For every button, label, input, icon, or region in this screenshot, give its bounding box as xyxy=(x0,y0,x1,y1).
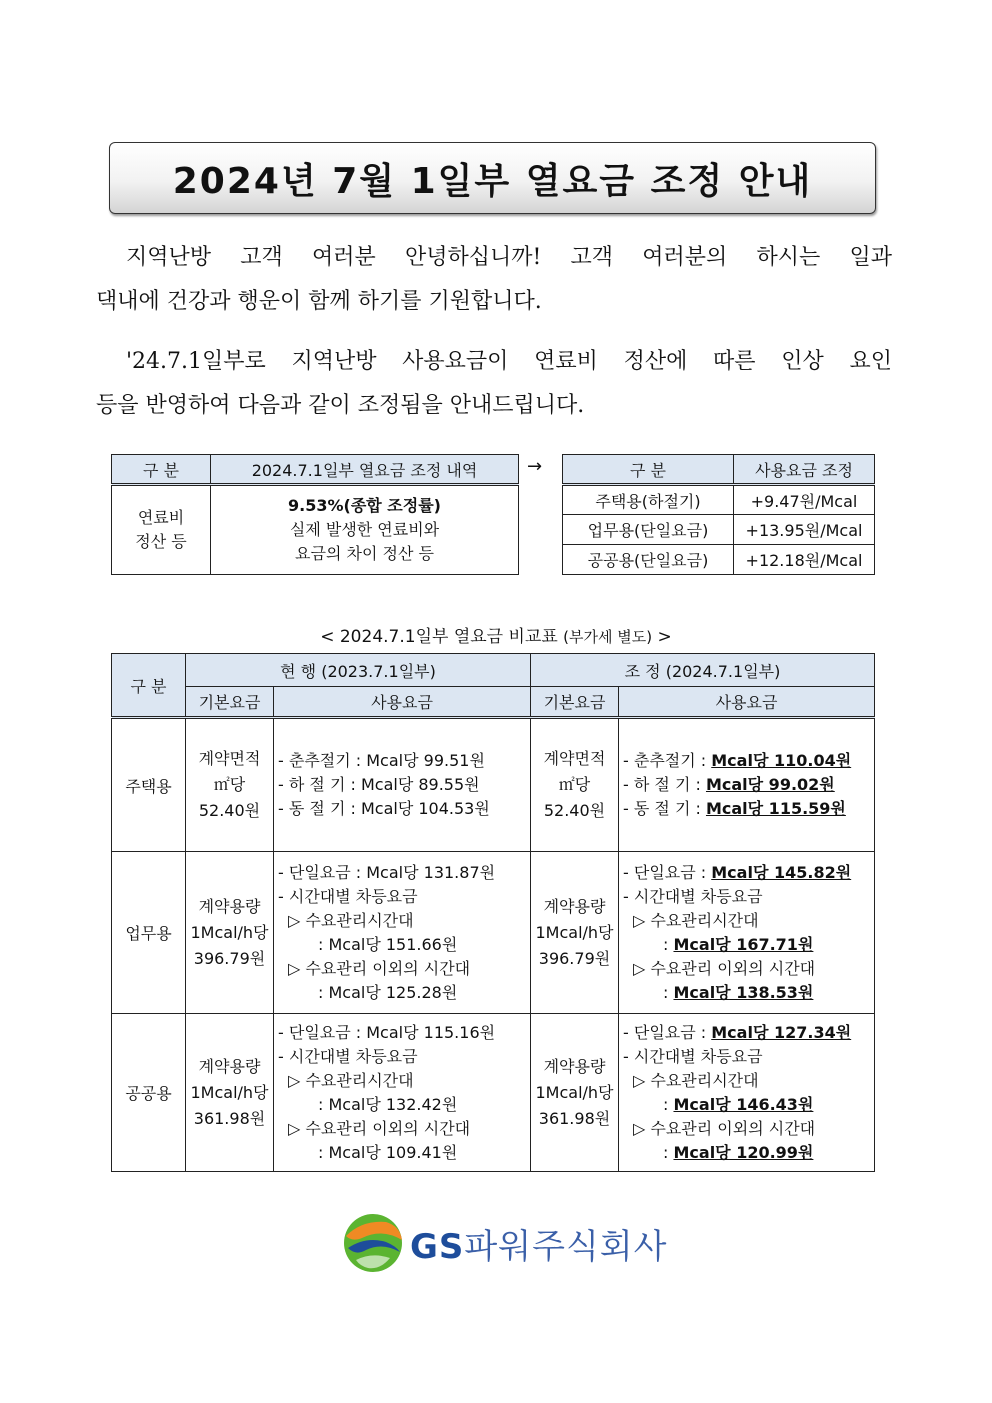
summary-right-row: 주택용(하절기) +9.47원/Mcal xyxy=(563,485,875,515)
company-name: GS파워주식회사 xyxy=(410,1226,668,1267)
intro-line-4: 등을 반영하여 다음과 같이 조정됨을 안내드립니다. xyxy=(96,393,585,418)
intro-paragraph-2 xyxy=(96,340,892,428)
gs-logo-icon xyxy=(342,1212,404,1274)
summary-right-header-category: 구 분 xyxy=(563,455,734,485)
summary-right-row: 업무용(단일요금) +13.95원/Mcal xyxy=(563,515,875,545)
comparison-caption: < 2024.7.1일부 열요금 비교표 (부가세 별도) > xyxy=(320,627,672,647)
summary-left-row-label: 연료비 정산 등 xyxy=(112,485,211,575)
intro-paragraph-1 xyxy=(96,236,892,324)
summary-right-row: 공공용(단일요금) +12.18원/Mcal xyxy=(563,545,875,575)
table-row-residential: 주택용 계약면적 ㎡당 52.40원 - 춘추절기 : Mcal당 99.51원 - 하 절 기 : Mcal당 89.55원 - 동 절 기 : Mcal당 104.53원 계약면적 ㎡당 52.40원 - 춘추절기 : Mcal당 110.04원 - 하 절 기 : Mcal당 99.02원 - 동 절 기 : Mcal당 115.59원 xyxy=(112,718,875,852)
summary-left-header-category: 구 분 xyxy=(112,455,211,485)
compare-header-category: 구 분 xyxy=(112,654,186,718)
page-title: 2024년 7월 1일부 열요금 조정 안내 xyxy=(172,160,813,202)
compare-header-base-new: 기본요금 xyxy=(531,687,619,718)
compare-header-base: 기본요금 xyxy=(186,687,274,718)
summary-right-header-adjust: 사용요금 조정 xyxy=(734,455,875,485)
summary-left-table xyxy=(111,454,519,575)
title-box xyxy=(109,142,876,214)
compare-header-usage: 사용요금 xyxy=(274,687,531,718)
summary-right-table xyxy=(562,454,875,575)
compare-header-adjusted: 조 정 (2024.7.1일부) xyxy=(531,654,875,687)
intro-line-1: 지역난방 고객 여러분 안녕하십니까! 고객 여러분의 하시는 일과 xyxy=(126,245,892,270)
table-row-business: 업무용 계약용량 1Mcal/h당 396.79원 - 단일요금 : Mcal당 131.87원 - 시간대별 차등요금 ▷ 수요관리시간대 : Mcal당 151.66원 ▷ 수요관리 이외의 시간대 : Mcal당 125.28원 계약용량 1Mcal/h당 396.79원 - 단일요금 : Mcal당 145.82원 - 시간대별 차등요금 ▷ 수요관리시간대 : Mcal당 167.71원 ▷ 수요관리 이외의 시간대 : Mcal당 138.53원 xyxy=(112,852,875,1014)
intro-line-3: '24.7.1일부로 지역난방 사용요금이 연료비 정산에 따른 인상 요인 xyxy=(126,349,892,374)
compare-header-current: 현 행 (2023.7.1일부) xyxy=(186,654,531,687)
comparison-table xyxy=(111,653,875,1172)
compare-header-usage-new: 사용요금 xyxy=(619,687,875,718)
company-logo xyxy=(342,1212,667,1274)
table-row-public: 공공용 계약용량 1Mcal/h당 361.98원 - 단일요금 : Mcal당 115.16원 - 시간대별 차등요금 ▷ 수요관리시간대 : Mcal당 132.42원 ▷ 수요관리 이외의 시간대 : Mcal당 109.41원 계약용량 1Mcal/h당 361.98원 - 단일요금 : Mcal당 127.34원 - 시간대별 차등요금 ▷ 수요관리시간대 : Mcal당 146.43원 ▷ 수요관리 이외의 시간대 : Mcal당 120.99원 xyxy=(112,1014,875,1172)
summary-left-row-detail: 9.53%(종합 조정률) 실제 발생한 연료비와 요금의 차이 정산 등 xyxy=(211,485,519,575)
summary-left-header-detail: 2024.7.1일부 열요금 조정 내역 xyxy=(211,455,519,485)
intro-line-2: 댁내에 건강과 행운이 함께 하기를 기원합니다. xyxy=(96,289,542,314)
right-arrow-icon: → xyxy=(527,456,543,477)
